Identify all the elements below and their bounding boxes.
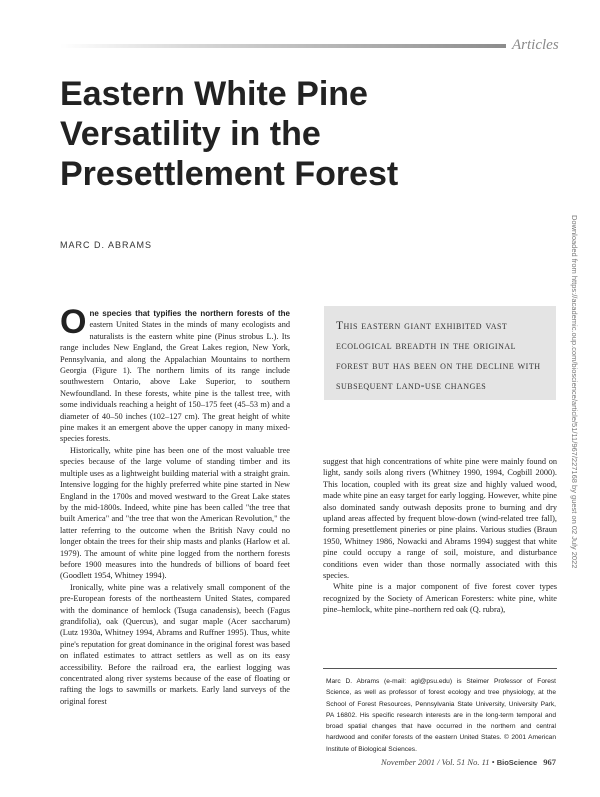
right-column (323, 456, 557, 616)
section-label: Articles (512, 37, 559, 53)
lead-in: ne species that typifies the northern forests of the (89, 309, 290, 318)
title-line-2: Versatility in the (60, 115, 321, 153)
paragraph-1-text: eastern United States in the minds of many ecologists and naturalists is the eastern white pine (Pinus strobus L.). Its range includes New England, the Great Lakes region, New York, Pennsylvania, and along the Appalachian Mountains to northern Georgia (Figure 1). The northern limits of its range include southwestern Ontario, above Lake Superior, to southern Newfoundland. In these forests, white pine is the tallest tree, with some individuals reaching a height of 150–175 feet (45–53 m) and a diameter of 40–50 inches (102–127 cm). The great height of white pine makes it an emergent above the upper canopy in many mixed-species forests. (60, 320, 290, 444)
page-number: 967 (543, 757, 556, 767)
bio-divider (323, 668, 557, 669)
author-byline: MARC D. ABRAMS (60, 240, 153, 250)
paragraph-5: White pine is a major component of five forest cover types recognized by the Society of American Foresters: white pine, white pine–hemlock, white pine–northern red oak (Q. rubra), (323, 582, 557, 615)
page-footer (330, 757, 556, 767)
author-bio: Marc D. Abrams (e-mail: agl@psu.edu) is Steimer Professor of Forest Science, as well as professor of forest ecology and tree physiology, at the School of Forest Resources, Pennsylvania State University, University Park, PA 16802. His specific research interests are in the long-term temporal and broad spatial changes that have occurred in the northern and central hardwood and conifer forests of the eastern United States. © 2001 American Institute of Biological Sciences. (326, 678, 556, 753)
paragraph-1 (60, 303, 290, 445)
paragraph-4: suggest that high concentrations of white pine were mainly found on light, sandy soils along rivers (Whitney 1990, 1994, Cogbill 2000). This location, coupled with its great size and highly valued wood, made white pine an easy target for early logging. However, white pine also dominated sandy outwash deposits prone to burning and dry upland areas affected by frequent blow-down (wind-related tree fall), forming presettlement pineries or pine plains. Various studies (Braun 1950, Whitney 1986, Nowacki and Abrams 1994) suggest that white pine could occupy a range of soil, moisture, and disturbance conditions even wider than those normally associated with this species. (323, 457, 557, 581)
footer-separator: • (491, 757, 495, 767)
article-title (60, 74, 500, 194)
title-line-1: Eastern White Pine (60, 75, 368, 113)
download-watermark: Downloaded from https://academic.oup.com/bioscience/article/51/11/967/227168 by guest on 02 July 2022 (570, 215, 579, 569)
issue-info: November 2001 / Vol. 51 No. 11 (381, 757, 490, 767)
paragraph-2: Historically, white pine has been one of the most valuable tree species because of the large volume of standing timber and its multiple uses as a lightweight building material with a straight grain. Intensive logging for the highly preferred white pine started in New England in the 1700s and moved westward to the Great Lake states by the mid-1800s. Indeed, white pine has been called "the tree that built America" and "the tree that won the American Revolution," the latter referring to the outcome when the British Navy could no longer obtain the trees for their ship masts and planks (Harlow et al. 1979). The amount of white pine logged from the northern forests before 1900 measures into the hundreds of billions of board feet (Goodlett 1954, Whitney 1994). (60, 445, 290, 581)
pull-quote: This eastern giant exhibited vast ecological breadth in the original forest but has been on the decline with subsequent land-use changes (324, 306, 556, 400)
header-rule (60, 44, 506, 48)
title-line-3: Presettlement Forest (60, 155, 399, 193)
left-column (60, 303, 290, 707)
paragraph-3: Ironically, white pine was a relatively small component of the pre-European forests of the northeastern United States, compared with the dominance of hemlock (Tsuga canadensis), beech (Fagus grandifolia), oak (Quercus), and sugar maple (Acer saccharum) (Lutz 1930a, Whitney 1994, Abrams and Ruffner 1995). Thus, white pine's reputation for great dominance in the original forest was based on inflated estimates to attract settlers as well as on its easy accessibility. Before the railroad era, the earliest logging was concentrated along river systems because of the ease of floating or rafting the logs to sawmills or markets. Early land surveys of the original forest (60, 582, 290, 706)
journal-name: BioScience (496, 758, 538, 767)
drop-cap: O (60, 303, 87, 341)
